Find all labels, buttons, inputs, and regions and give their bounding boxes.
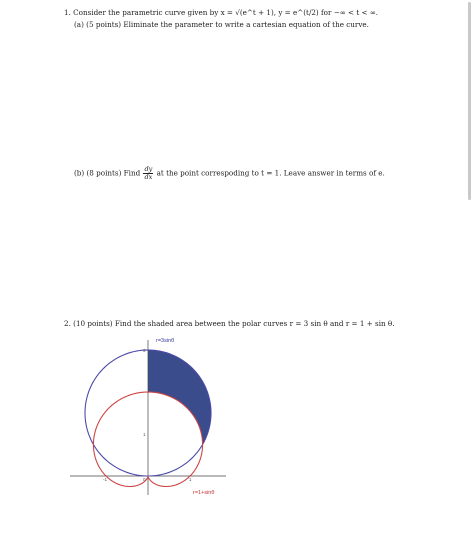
shaded-area: [148, 350, 211, 445]
polar-curves-graph: [68, 330, 228, 500]
x-tick-0: 0: [143, 477, 146, 482]
x-tick-neg1: -1: [103, 477, 108, 482]
question-1a-text: (a) (5 points) Eliminate the parameter to write a cartesian equation of the curve.: [74, 20, 369, 29]
x-tick-1: 1: [189, 477, 192, 482]
question-1b-text: [74, 166, 385, 181]
question-1b-suffix: at the point correspoding to t = 1. Leave answer in terms of e.: [154, 168, 385, 178]
y-tick-1: 1: [143, 432, 146, 437]
circle-label: r=3sinθ: [156, 338, 175, 344]
question-1b-prefix: (b) (8 points) Find: [74, 168, 143, 178]
fraction-denominator: dx: [144, 173, 153, 181]
derivative-fraction: [143, 166, 153, 181]
scrollbar[interactable]: [468, 2, 471, 200]
fraction-numerator: dy: [144, 165, 153, 173]
question-1-text: 1. Consider the parametric curve given by x = √(e^t + 1), y = e^(t/2) for −∞ < t < ∞.: [64, 8, 379, 17]
y-tick-3: 3: [143, 348, 146, 353]
question-2-text: 2. (10 points) Find the shaded area between the polar curves r = 3 sin θ and r = 1 + sin θ.: [64, 319, 395, 328]
cardioid-label: r=1+sinθ: [193, 490, 215, 496]
